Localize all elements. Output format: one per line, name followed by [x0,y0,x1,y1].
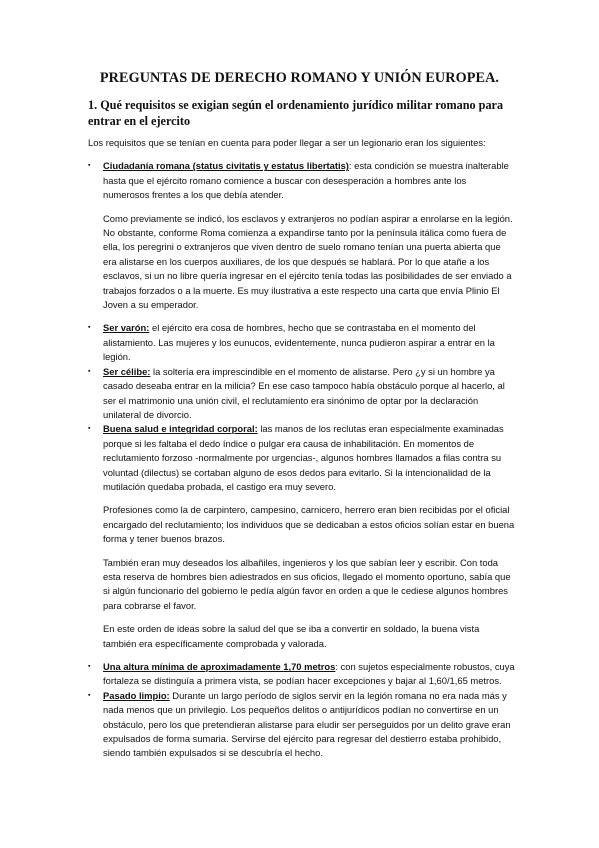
requirement-description: las manos de los reclutas eran especialmente examinadas porque si les faltaba el dedo índice o pulgar era causa de inhabilitación. En momentos de reclutamiento forzoso -normalmente por urgencias-, algunos hombres llamados a filas contra su voluntad (dilectus) se cortaban alguno de esos dedos para evitarlo. Si la intencionalidad de la mutilación quedaba probada, el castigo era muy severo. [103,423,504,492]
bullet-icon: ▪ [88,324,91,332]
requirement-description: la soltería era imprescindible en el momento de alistarse. Pero ¿y si un hombre ya casado deseaba entrar en la milicia? En ese caso tampoco había obstáculo porque al hacerlo, al ser el matrimonio una unión civil, el reclutamiento era sinónimo de optar por la declaración unilateral de divorcio. [103,365,505,420]
bullet-icon: ▪ [88,663,91,670]
intro-paragraph: Los requisitos que se tenían en cuenta para poder llegar a ser un legionario eran los siguientes: [88,137,486,148]
requirement-text [103,660,515,689]
requirement-term: Ser varón: [103,322,150,334]
requirement-term: Buena salud e integridad corporal: [103,423,258,435]
requirement-term: Ser célibe: [103,365,151,377]
question-heading: 1. Qué requisitos se exigian según el ordenamiento jurídico militar romano para entrar en el ejercito [88,98,504,128]
requirement-item-celibate [88,365,515,423]
requirement-text [103,159,515,202]
requirement-term: Ciudadanía romana (status civitatis y estatus libertatis) [103,160,349,172]
document-title: PREGUNTAS DE DERECHO ROMANO Y UNIÓN EUROPEA. [99,70,500,86]
requirement-description: : esta condición se muestra inalterable hasta que el ejército romano comience a buscar con desesperación a hombres ante los numerosos frentes a los que debía atender. [103,160,509,201]
requirement-description: el ejército era cosa de hombres, hecho que se contrastaba en el momento del alistamiento. Las mujeres y los eunucos, evidentemente, nunca pudieron aspirar a entrar en la legión. [103,322,495,363]
requirement-text [103,422,515,494]
bullet-icon: ▪ [88,425,91,433]
requirement-item-height [88,660,515,689]
requirement-item-male [88,321,515,364]
bullet-icon: ▪ [88,691,91,699]
requirement-paragraph: En este orden de ideas sobre la salud del que se iba a convertir en soldado, la buena vista también era específicamente comprobada y valorada. [103,623,480,649]
requirement-text [103,321,515,364]
requirements-list [88,159,515,760]
requirement-paragraph: Como previamente se indicó, los esclavos y extranjeros no podían aspirar a enrolarse en la legión. No obstante, conforme Roma comienza a expandirse tanto por la península itálica como fuera de ella, los peregrini o extranjeros que viven dentro de suelo romano tenían una puerta abierta que era alistarse en los cuerpos auxiliares, de los que después se hablará. Por lo que atañe a los esclavos, si un no libre quería ingresar en el ejército tenía todas las posibilidades de ser enviado a trabajos forzados o a la muerte. Es muy ilustrativa a este respecto una carta que envía Plinio El Joven a su emperador. [103,212,513,311]
requirement-term: Una altura mínima de aproximadamente 1,70 metros [103,661,336,672]
requirement-paragraph: Profesiones como la de carpintero, campesino, carnicero, herrero eran bien recibidas por el oficial encargado del reclutamiento; los individuos que se dedicaban a estos oficios solían estar en buena forma y tener buenos brazos. [103,504,515,545]
requirement-paragraph: También eran muy deseados los albañiles, ingenieros y los que sabían leer y escribir. Con toda esta reserva de hombres bien adiestrados en sus oficios, llegado el momento oportuno, sabía que si algún funcionario del gobierno le pedía algún favor en orden a que le cediese algunos hombres para cobrarse el favor. [103,556,511,611]
bullet-icon: ▪ [88,162,91,170]
requirement-description: : con sujetos especialmente robustos, cuya fortaleza se distinguía a primera vista, se podían hacer excepciones y bajar al 1,60/1,65 metros. [103,661,515,687]
requirement-item-clean-record [88,689,515,761]
requirement-text [103,365,515,423]
bullet-icon: ▪ [88,367,91,375]
requirement-term: Pasado limpio: [103,689,170,701]
requirement-item-citizenship [88,159,515,312]
requirement-text [103,689,515,761]
requirement-description: Durante un largo período de siglos servir en la legión romana no era nada más y nada menos que un privilegio. Los pequeños delitos o antijurídicos podían no convertirse en un obstáculo, pero los que pretendieran alistarse para eludir ser perseguidos por un delito grave eran expulsados de forma sumaria. Servirse del ejército para regresar del destierro estaba prohibido, siendo también expulsados si se descubría el hecho. [103,689,511,759]
document-body [88,136,515,761]
requirement-item-health [88,422,515,651]
